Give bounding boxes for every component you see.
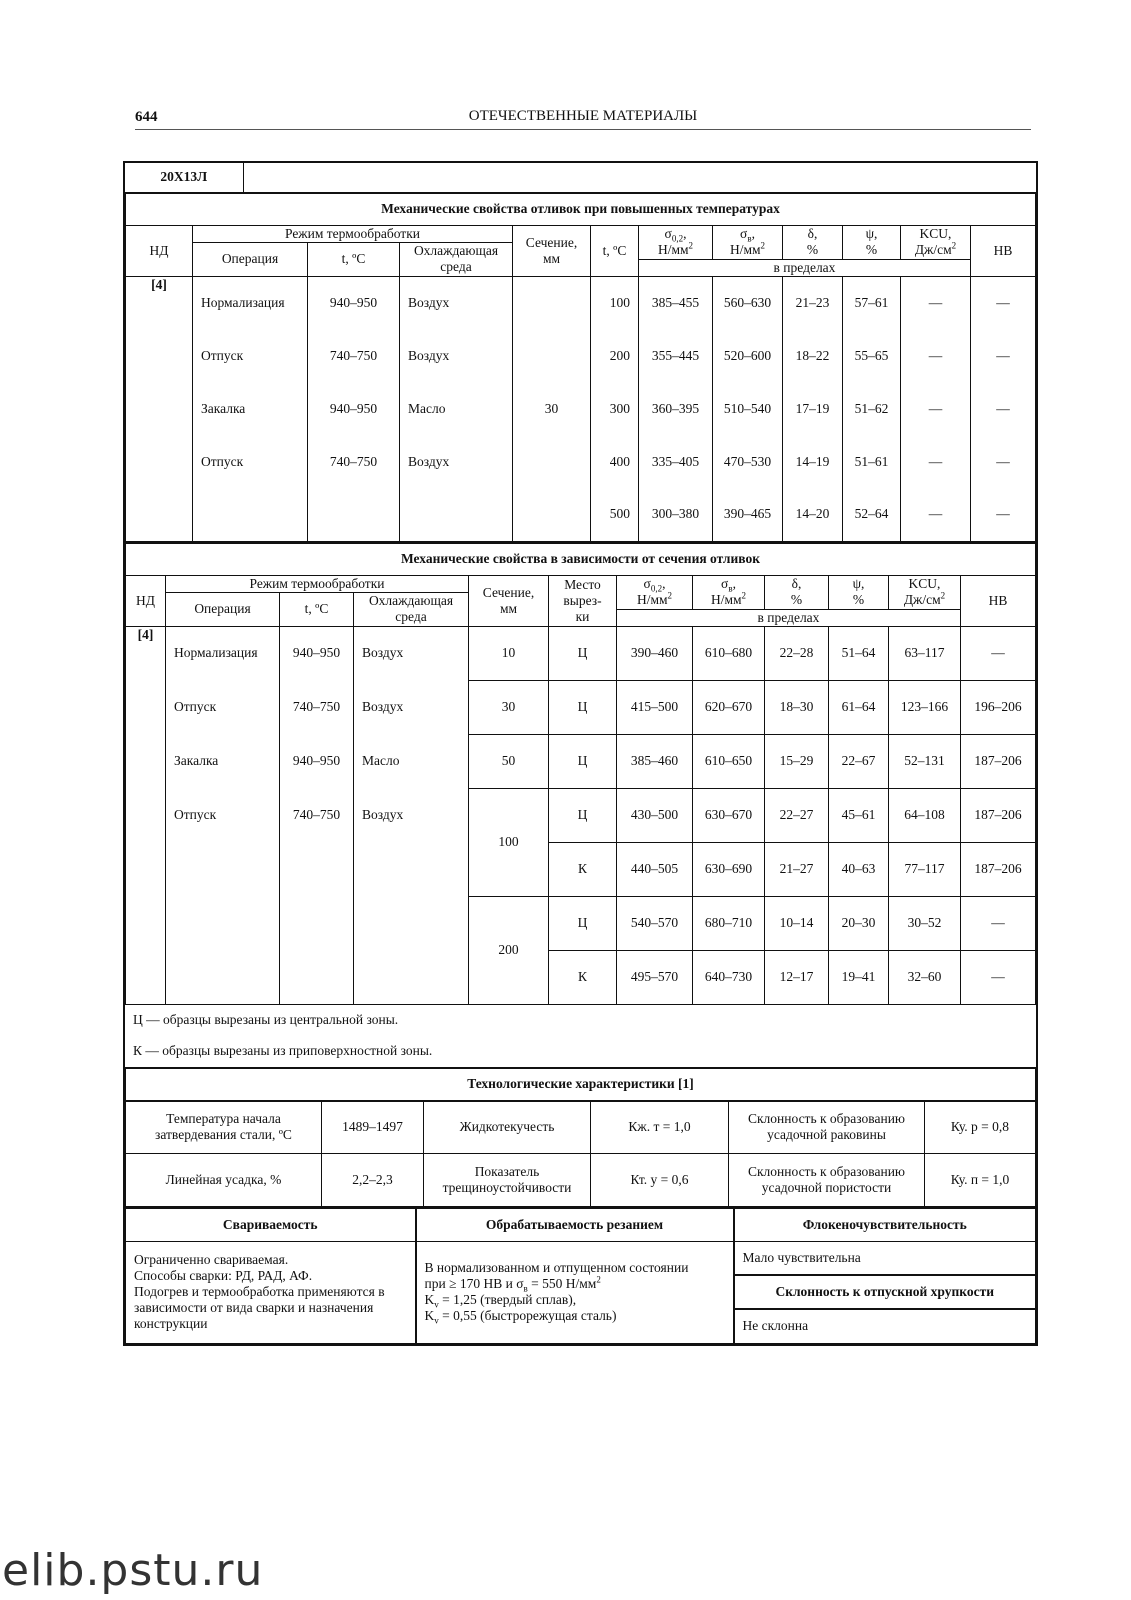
op-empty — [193, 488, 308, 541]
weldability-text — [126, 1241, 416, 1343]
weld-line: Ограниченно свариваемая. — [134, 1252, 289, 1267]
op-empty — [354, 896, 469, 950]
watermark: elib.pstu.ru — [2, 1545, 264, 1596]
sigma02: 335–405 — [639, 435, 713, 488]
cut-location: Ц — [549, 626, 617, 680]
cut-location: К — [549, 950, 617, 1004]
h-t: t, ºС — [308, 242, 400, 276]
delta: 17–19 — [783, 382, 843, 435]
psi: 51–62 — [843, 382, 901, 435]
delta: 22–28 — [765, 626, 829, 680]
delta: 22–27 — [765, 788, 829, 842]
op-empty — [280, 842, 354, 896]
op-temp: 740–750 — [280, 680, 354, 734]
h-sigma02: $\sigma_{0,2}$, $Н/мм^2$ — [617, 575, 693, 609]
h-mode: Режим термообработки — [166, 575, 469, 592]
op-name: Отпуск — [166, 680, 280, 734]
psi: 19–41 — [829, 950, 889, 1004]
kcu: — — [901, 276, 971, 329]
nd-ref: [4] — [126, 626, 166, 1004]
table3-title: Технологические характеристики [1] — [126, 1068, 1036, 1101]
cut-location: Ц — [549, 788, 617, 842]
weld-line: Способы сварки: РД, РАД, АФ. — [134, 1268, 313, 1283]
cut-location: К — [549, 842, 617, 896]
kcu: — — [901, 435, 971, 488]
op-empty — [308, 488, 400, 541]
delta: 18–22 — [783, 329, 843, 382]
op-name: Закалка — [193, 382, 308, 435]
op-cooling: Масло — [354, 734, 469, 788]
tech-label: Склонность к образованию усадочной раковины — [729, 1101, 925, 1154]
sigmab: 680–710 — [693, 896, 765, 950]
op-name: Нормализация — [193, 276, 308, 329]
test-temp: 200 — [591, 329, 639, 382]
op-name: Отпуск — [166, 788, 280, 842]
kcu: 64–108 — [889, 788, 961, 842]
sigmab: 560–630 — [713, 276, 783, 329]
sigmab: 470–530 — [713, 435, 783, 488]
sigma02: 430–500 — [617, 788, 693, 842]
hb: 187–206 — [961, 842, 1036, 896]
section-value: 30 — [513, 276, 591, 541]
grade-empty — [243, 163, 1036, 192]
test-temp: 400 — [591, 435, 639, 488]
psi: 22–67 — [829, 734, 889, 788]
hb: 196–206 — [961, 680, 1036, 734]
h-operation: Операция — [166, 592, 280, 626]
mach-line: $K_v = 1,25$ (твердый сплав), — [424, 1292, 577, 1310]
h-operation: Операция — [193, 242, 308, 276]
sigma02: 385–460 — [617, 734, 693, 788]
sigmab: 610–680 — [693, 626, 765, 680]
delta: 15–29 — [765, 734, 829, 788]
hb: 187–206 — [961, 788, 1036, 842]
section-value: 10 — [469, 626, 549, 680]
sigmab: 510–540 — [713, 382, 783, 435]
psi: 20–30 — [829, 896, 889, 950]
psi: 52–64 — [843, 488, 901, 541]
op-empty — [166, 950, 280, 1004]
op-cooling: Масло — [400, 382, 513, 435]
op-cooling: Воздух — [354, 680, 469, 734]
material-sheet — [123, 161, 1038, 1346]
psi: 51–64 — [829, 626, 889, 680]
kcu: 32–60 — [889, 950, 961, 1004]
mach-line: при ≥ 170 НВ и $\sigma_в = 550$ $Н/мм^2$ — [424, 1274, 601, 1294]
tech-value: Кж. т = 1,0 — [591, 1101, 729, 1154]
sigma02: 495–570 — [617, 950, 693, 1004]
sigma02: 360–395 — [639, 382, 713, 435]
op-temp: 940–950 — [280, 734, 354, 788]
psi: 57–61 — [843, 276, 901, 329]
kcu: — — [901, 488, 971, 541]
hb: 187–206 — [961, 734, 1036, 788]
h-delta: δ, % — [765, 575, 829, 609]
cut-location: Ц — [549, 680, 617, 734]
h-weldability: Свариваемость — [126, 1208, 416, 1241]
sigma02: 415–500 — [617, 680, 693, 734]
notes — [125, 1005, 1036, 1067]
kcu: — — [901, 382, 971, 435]
delta: 14–20 — [783, 488, 843, 541]
tech-label: Жидкотекучесть — [424, 1101, 591, 1154]
op-temp: 740–750 — [280, 788, 354, 842]
grade-label: 20Х13Л — [125, 163, 243, 192]
kcu: 123–166 — [889, 680, 961, 734]
test-temp: 300 — [591, 382, 639, 435]
note-center: Ц — образцы вырезаны из центральной зоны. — [133, 1012, 399, 1027]
h-temper-brittleness: Склонность к отпускной хрупкости — [734, 1275, 1036, 1309]
h-sigmab: $\sigma_в$, $Н/мм^2$ — [713, 225, 783, 259]
section-value: 50 — [469, 734, 549, 788]
running-title: ОТЕЧЕСТВЕННЫЕ МАТЕРИАЛЫ — [468, 108, 698, 124]
delta: 10–14 — [765, 896, 829, 950]
h-psi: ψ, % — [829, 575, 889, 609]
sigmab: 610–650 — [693, 734, 765, 788]
h-sigmab: $\sigma_в$, $Н/мм^2$ — [693, 575, 765, 609]
op-empty — [354, 842, 469, 896]
op-temp: 740–750 — [308, 329, 400, 382]
op-cooling: Воздух — [400, 276, 513, 329]
op-temp: 740–750 — [308, 435, 400, 488]
page-number: 644 — [135, 109, 158, 125]
sigma02: 355–445 — [639, 329, 713, 382]
kcu: 30–52 — [889, 896, 961, 950]
sigmab: 640–730 — [693, 950, 765, 1004]
sigmab: 390–465 — [713, 488, 783, 541]
op-temp: 940–950 — [308, 382, 400, 435]
flake-sensitivity-value: Мало чувствительна — [734, 1241, 1036, 1275]
h-limits: в пределах — [639, 259, 971, 276]
op-temp: 940–950 — [308, 276, 400, 329]
op-empty — [280, 896, 354, 950]
test-temp: 100 — [591, 276, 639, 329]
h-flake-sensitivity: Флокеночувствительность — [734, 1208, 1036, 1241]
h-nd: НД — [126, 225, 193, 276]
h-cooling: Охлаждающая среда — [354, 592, 469, 626]
op-name: Отпуск — [193, 435, 308, 488]
kcu: 52–131 — [889, 734, 961, 788]
h-kcu: KCU, $Дж/см^2$ — [889, 575, 961, 609]
table1-title: Механические свойства отливок при повышенных температурах — [126, 193, 1036, 225]
tech-label: Показатель трещиноустойчивости — [424, 1154, 591, 1207]
h-limits: в пределах — [617, 609, 961, 626]
op-cooling: Воздух — [354, 626, 469, 680]
sigmab: 520–600 — [713, 329, 783, 382]
section-value: 100 — [469, 788, 549, 896]
h-psi: ψ, % — [843, 225, 901, 259]
op-empty — [354, 950, 469, 1004]
tech-value: Ку. п = 1,0 — [925, 1154, 1036, 1207]
page-header — [135, 107, 1031, 130]
h-section: Сечение, мм — [469, 575, 549, 626]
tech-label: Линейная усадка, % — [126, 1154, 322, 1207]
delta: 18–30 — [765, 680, 829, 734]
hb: — — [971, 435, 1036, 488]
h-section: Сечение, мм — [513, 225, 591, 276]
sigmab: 630–670 — [693, 788, 765, 842]
note-surface: К — образцы вырезаны из приповерхностной зоны. — [133, 1043, 433, 1058]
table-elevated-temp — [125, 193, 1036, 542]
h-mode: Режим термообработки — [193, 225, 513, 242]
nd-ref: [4] — [126, 276, 193, 541]
tech-value: 1489–1497 — [322, 1101, 424, 1154]
section-value: 200 — [469, 896, 549, 1004]
tech-label: Склонность к образованию усадочной пористости — [729, 1154, 925, 1207]
h-temp: t, ºС — [591, 225, 639, 276]
h-sigma02: $\sigma_{0,2}$, $Н/мм^2$ — [639, 225, 713, 259]
psi: 61–64 — [829, 680, 889, 734]
sigmab: 630–690 — [693, 842, 765, 896]
op-empty — [166, 896, 280, 950]
cut-location: Ц — [549, 896, 617, 950]
tech-value: 2,2–2,3 — [322, 1154, 424, 1207]
op-cooling: Воздух — [400, 435, 513, 488]
op-name: Отпуск — [193, 329, 308, 382]
op-cooling: Воздух — [400, 329, 513, 382]
sigmab: 620–670 — [693, 680, 765, 734]
hb: — — [971, 488, 1036, 541]
h-hb: НВ — [971, 225, 1036, 276]
op-name: Нормализация — [166, 626, 280, 680]
table-technological — [125, 1067, 1036, 1208]
tech-value: Ку. р = 0,8 — [925, 1101, 1036, 1154]
hb: — — [971, 329, 1036, 382]
h-kcu: KCU, $Дж/см^2$ — [901, 225, 971, 259]
h-hb: НВ — [961, 575, 1036, 626]
test-temp: 500 — [591, 488, 639, 541]
sigma02: 385–455 — [639, 276, 713, 329]
psi: 40–63 — [829, 842, 889, 896]
sigma02: 390–460 — [617, 626, 693, 680]
section-value: 30 — [469, 680, 549, 734]
delta: 21–27 — [765, 842, 829, 896]
op-empty — [166, 842, 280, 896]
machinability-text — [416, 1241, 734, 1343]
hb: — — [971, 276, 1036, 329]
grade-table — [125, 163, 1036, 193]
sigma02: 540–570 — [617, 896, 693, 950]
h-cut-location: Место вырез- ки — [549, 575, 617, 626]
op-empty — [280, 950, 354, 1004]
hb: — — [971, 382, 1036, 435]
op-cooling: Воздух — [354, 788, 469, 842]
tech-label: Температура начала затвердевания стали, ºС — [126, 1101, 322, 1154]
h-machinability: Обрабатываемость резанием — [416, 1208, 734, 1241]
psi: 55–65 — [843, 329, 901, 382]
psi: 45–61 — [829, 788, 889, 842]
kcu: 63–117 — [889, 626, 961, 680]
temper-brittleness-value: Не склонна — [734, 1309, 1036, 1343]
table-properties — [125, 1207, 1036, 1344]
tech-value: Кт. у = 0,6 — [591, 1154, 729, 1207]
sigma02: 300–380 — [639, 488, 713, 541]
h-nd: НД — [126, 575, 166, 626]
delta: 14–19 — [783, 435, 843, 488]
hb: — — [961, 950, 1036, 1004]
h-delta: δ, % — [783, 225, 843, 259]
mach-line: $K_v = 0,55$ (быстрорежущая сталь) — [424, 1308, 617, 1326]
delta: 12–17 — [765, 950, 829, 1004]
delta: 21–23 — [783, 276, 843, 329]
kcu: 77–117 — [889, 842, 961, 896]
h-cooling: Охлаждающая среда — [400, 242, 513, 276]
weld-line: Подогрев и термообработка применяются в зависимости от вида сварки и назначения конструкции — [134, 1284, 385, 1331]
sigma02: 440–505 — [617, 842, 693, 896]
table2-title: Механические свойства в зависимости от сечения отливок — [126, 543, 1036, 576]
op-temp: 940–950 — [280, 626, 354, 680]
kcu: — — [901, 329, 971, 382]
hb: — — [961, 896, 1036, 950]
op-empty — [400, 488, 513, 541]
psi: 51–61 — [843, 435, 901, 488]
table-section-dependence — [125, 542, 1036, 1005]
cut-location: Ц — [549, 734, 617, 788]
h-t: t, ºС — [280, 592, 354, 626]
mach-line: В нормализованном и отпущенном состоянии — [424, 1260, 689, 1275]
hb: — — [961, 626, 1036, 680]
op-name: Закалка — [166, 734, 280, 788]
